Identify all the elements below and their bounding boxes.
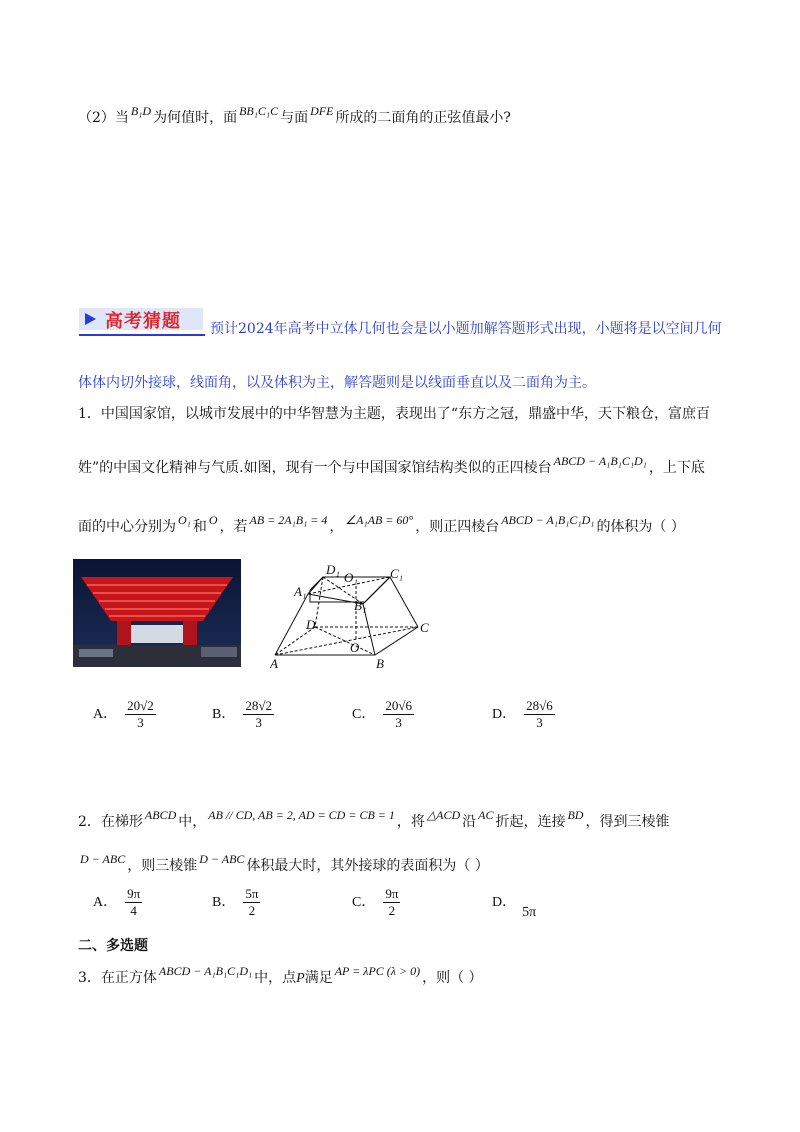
label-d: D xyxy=(306,617,316,632)
label-c: C xyxy=(420,620,429,635)
label-a: A xyxy=(270,656,278,671)
q1-option-b[interactable]: B． $\frac{28√2}{3}$ xyxy=(212,698,272,730)
math-frustum: ABCD − A₁B₁C₁D₁ xyxy=(553,454,647,468)
q-prev-line: （2）当 B₁D 为何值时，面 BB₁C₁C 与面 DFE 所成的二面角的正弦值最小? xyxy=(78,104,511,126)
q1-line1: 1．中国国家馆，以城市发展中的中华智慧为主题，表现出了“东方之冠，鼎盛中华，天下粮仓，富庶百 xyxy=(78,406,711,422)
label-d1: D₁ xyxy=(326,562,340,577)
label-a1: A₁ xyxy=(294,584,307,599)
banner-text-2: 体体内切外接球，线面角，以及体积为主，解答题则是以线面垂直以及二面角为主。 xyxy=(78,375,596,391)
q1-line3: 面的中心分别为 O₁ 和 O ，若 AB = 2A₁B₁ = 4 ， ∠A₁AB = 60° ，则正四棱台 ABCD − A₁B₁C₁D₁ 的体积为（ ） xyxy=(78,513,685,535)
frustum-figure xyxy=(270,560,440,675)
label-c1: C₁ xyxy=(390,566,404,581)
q1-option-d[interactable]: D． $\frac{28√6}{3}$ xyxy=(492,698,553,730)
label-o: O xyxy=(350,640,360,655)
label-o1: O₁ xyxy=(344,570,358,585)
label-b1: B₁ xyxy=(354,598,367,613)
china-pavilion-photo xyxy=(73,559,241,667)
gaokao-guess-banner xyxy=(77,304,207,338)
label-b: B xyxy=(376,656,384,671)
banner-text-1: 预计2024年高考中立体几何也会是以小题加解答题形式出现，小题将是以空间几何 xyxy=(210,321,722,337)
math-dfe: DFE xyxy=(310,104,334,118)
math-bb1c1c: BB₁C₁C xyxy=(239,104,279,118)
q2-line1: 2．在梯形 ABCD 中， AB // CD, AB = 2, AD = CD = CB = 1 ，将 △ACD 沿 AC 折起，连接 BD ，得到三棱锥 xyxy=(78,808,670,830)
q3-line1: 3．在正方体 ABCD − A₁B₁C₁D₁ 中，点P满足 AP = λPC (λ > 0) ，则（ ） xyxy=(78,964,483,986)
banner-label: 高考猜题 xyxy=(105,311,181,332)
q1-option-c[interactable]: C． $\frac{20√6}{3}$ xyxy=(352,698,412,730)
q2-option-a[interactable]: A． $\frac{9\pi}{4}$ xyxy=(93,886,141,918)
q2-line2: D − ABC ，则三棱锥 D − ABC 体积最大时，其外接球的表面积为（ ） xyxy=(80,852,489,874)
q1-line2: 姓”的中国文化精神与气质.如图，现有一个与中国国家馆结构类似的正四棱台 ABCD − A₁B₁C₁D₁ ，上下底 xyxy=(78,454,705,476)
q2-option-d[interactable]: D． 5π xyxy=(492,895,537,920)
q2-option-c[interactable]: C． $\frac{9\pi}{2}$ xyxy=(352,886,399,918)
q2-option-b[interactable]: B． $\frac{5\pi}{2}$ xyxy=(212,886,259,918)
math-b1d: B₁D xyxy=(130,104,152,118)
section-title-multi-choice: 二、多选题 xyxy=(78,938,148,954)
q1-option-a[interactable]: A． $\frac{20√2}{3}$ xyxy=(93,698,154,730)
